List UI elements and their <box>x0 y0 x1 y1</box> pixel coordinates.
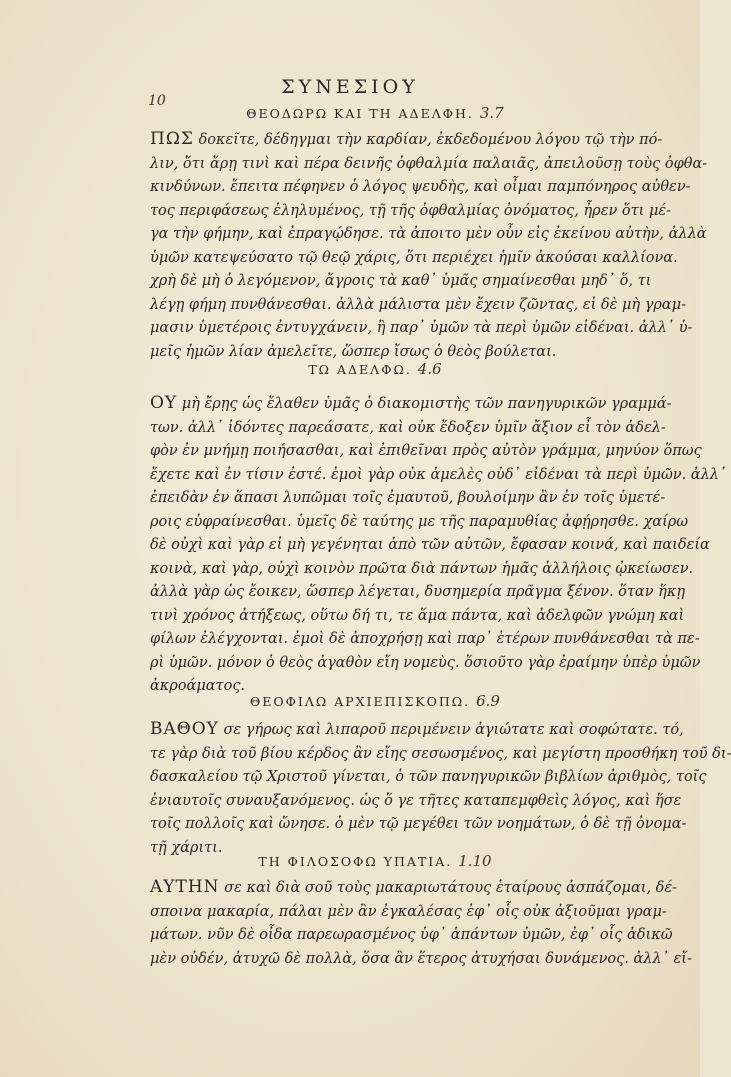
text-line: ΒΑΘΟΥ σε γήρως καὶ λιπαροῦ περιμένειν ἁγιώτατε καὶ σοφώτατε. τό, <box>150 719 684 739</box>
handwritten-mark: 3.7 <box>479 104 504 122</box>
text-line: φίλων ἐλέγχονται. ἐμοὶ δὲ ἀποχρήσῃ καὶ παρ᾽ ἑτέρων πυνθάνεσθαι τὰ πε- <box>150 631 700 647</box>
letter-body-theophilo <box>150 718 731 860</box>
letter-body-theodoro <box>150 128 708 364</box>
text-line: μάτων. νῦν δὲ οἶδα παρεωρασμένος ὑφ᾽ ἁπάντων ὑμῶν, ἐφ᾽ οἷς ἀδικῶ <box>150 927 673 943</box>
initial-word: ΒΑΘΟΥ <box>150 719 219 739</box>
heading-text: ΘΕΟΔΩΡΩ ΚΑΙ ΤΗ ΑΔΕΛΦΗ. <box>246 106 474 121</box>
heading-text: ΘΕΟΦΙΛΩ ΑΡΧΙΕΠΙΣΚΟΠΩ. <box>250 694 471 709</box>
heading-text: ΤΩ ΑΔΕΛΦΩ. <box>308 362 412 377</box>
text-line: ἀκροάματος. <box>150 678 246 694</box>
heading-text: ΤΗ ΦΙΛΟΣΟΦΩ ΥΠΑΤΙΑ. <box>258 854 453 869</box>
letter-body-adelpho <box>150 392 727 699</box>
initial-word: ΑΥΤΗΝ <box>150 877 220 897</box>
text-line: χρὴ δὲ μὴ ὁ λεγόμενον, ἄγροις τὰ καθ᾽ ὑμᾶς σημαίνεσθαι μηδ᾽ ὅ, τι <box>150 273 652 289</box>
handwritten-mark: 1.10 <box>458 852 492 870</box>
text-line: τινὶ χρόνος ἀτήξεως, οὕτω δή τι, τε ἅμα πάντα, καὶ ἀδελφῶν γνώμη καὶ <box>150 607 685 624</box>
text-line: δὲ οὐχὶ καὶ γὰρ εἰ μὴ γεγένηται ἀπὸ τῶν αὐτῶν, ἔφασαν κοινά, καὶ παιδεία <box>150 537 710 553</box>
page-number: 10 <box>148 93 166 109</box>
letter-heading-theodoro <box>150 104 600 122</box>
text-line: των. ἀλλ᾽ ἰδόντες παρεάσατε, καὶ οὐκ ἔδοξεν ὑμῖν ἄξιον εἶ τὸν ἀδελ- <box>150 419 666 436</box>
text-line: λέγῃ φήμη πυνθάνεσθαι. ἀλλὰ μάλιστα μὲν ἔχειν ζῶντας, εἰ δὲ μὴ γραμ- <box>150 296 687 313</box>
text-line: ὑμῶν κατεψεύσατο τῷ θεῷ χάρις, ὅτι περιέχει ἡμῖν ἀκούσαι καλλίονα. <box>150 249 678 266</box>
text-line: φὸν ἐν μνήμῃ ποιήσασθαι, καὶ ἐπιθεῖναι πρὸς αὐτὸν γράμμα, μηνύον ὅπως <box>150 443 702 459</box>
text-line: ΟΥ μὴ ἔρῃς ὡς ἔλαθεν ὑμᾶς ὁ διακομιστὴς τῶν πανηγυρικῶν γραμμά- <box>150 393 672 413</box>
letter-heading-theophilo <box>150 692 600 710</box>
text-line: ΠΩΣ δοκεῖτε, δέδηγμαι τὴν καρδίαν, ἐκδεδομένου λόγου τῷ τὴν πό- <box>150 129 663 149</box>
letter-heading-hypatia <box>150 852 600 870</box>
text-line: ἐνιαυτοῖς συναυξανόμενος. ὡς ὅ γε τῆτες καταπεμφθεὶς λόγος, καὶ ἥσε <box>150 792 682 809</box>
text-line: μεῖς ἡμῶν λίαν ἀμελεῖτε, ὥσπερ ἴσως ὁ θεὸς βούλεται. <box>150 343 557 360</box>
text-line: μασιν ὑμετέροις ἐντυγχάνειν, ἢ παρ᾽ ὑμῶν τὰ περὶ ὑμῶν εἰδέναι. ἀλλ᾽ ὑ- <box>150 320 693 336</box>
text-line: ἔχετε καὶ ἐν τίσιν ἐστέ. ἐμοὶ γὰρ οὐκ ἀμελὲς οὐδ᾽ εἰδέναι τὰ περὶ ὑμῶν. ἀλλ᾽ <box>150 466 727 483</box>
text-line: μὲν οὐδέν, ἀτυχῶ δὲ πολλὰ, ὅσα ἂν ἕτερος ἀτυχήσαι δυνάμενος. ἀλλ᾽ εἴ- <box>150 950 692 967</box>
handwritten-mark: 6.9 <box>476 692 500 710</box>
initial-word: ΠΩΣ <box>150 129 194 149</box>
initial-word: ΟΥ <box>150 393 178 413</box>
text-line: κινδύνων. ἔπειτα πέφηνεν ὁ λόγος ψευδὴς, καὶ οἶμαι παμπόνηρος αὐθεν- <box>150 179 691 195</box>
text-line: τῇ χάριτι. <box>150 839 223 856</box>
text-line: τος περιφάσεως ἐληλυμένος, τῇ τῆς ὀφθαλμίας ὀνόματος, ἦρεν ὅτι μέ- <box>150 202 672 219</box>
text-line: κοινὰ, καὶ γὰρ, οὐχὶ κοινὸν πρῶτα διὰ πάντων ἡμᾶς ἀλλήλοις ᾠκείωσεν. <box>150 560 694 577</box>
text-line: ρὶ ὑμῶν. μόνον ὁ θεὸς ἀγαθὸν εἴη νομεὺς. ὅσιοῦτο γὰρ ἐραίμην ὑπὲρ ὑμῶν <box>150 654 701 671</box>
handwritten-mark: 4.6 <box>417 360 442 378</box>
text-line: σποινα μακαρία, πάλαι μὲν ἂν ἐγκαλέσας ἐφ᾽ οἷς οὐκ ἀξιοῦμαι γραμ- <box>150 903 667 920</box>
text-line: γα τὴν φήμην, καὶ ἐπραγῴδησε. τὰ ἀποιτο μὲν οὖν εἰς ἐκείνου αὐτὴν, ἀλλὰ <box>150 226 707 242</box>
text-line: δασκαλείου τῷ Χριστοῦ γίνεται, ὁ τῶν πανηγυρικῶν βιβλίων ἀριθμὸς, τοῖς <box>150 769 707 785</box>
text-line: λιν, ὅτι ἄρῃ τινὶ καὶ πέρα δεινῆς ὀφθαλμία παλαιᾶς, ἀπειλοῦσῃ τοὺς ὀφθα- <box>150 155 708 172</box>
letter-body-hypatia <box>150 876 692 971</box>
running-head: ΣΥΝΕΣΙΟΥ <box>281 76 419 98</box>
text-line: ΑΥΤΗΝ σε καὶ διὰ σοῦ τοὺς μακαριωτάτους ἑταίρους ἀσπάζομαι, δέ- <box>150 877 678 897</box>
text-line: τε γὰρ διὰ τοῦ βίου κέρδος ἂν εἴης σεσωσμένος, καὶ μεγίστη προσθήκη τοῦ δι- <box>150 745 731 762</box>
text-line: τοῖς πολλοῖς καὶ ὤνησε. ὁ μὲν τῷ μεγέθει τῶν νοημάτων, ὁ δὲ τῇ ὀνομα- <box>150 816 687 832</box>
letter-heading-adelpho <box>150 360 600 378</box>
text-line: ροις εὐφραίνεσθαι. ὑμεῖς δὲ ταύτης με τῆς παραμυθίας ἀφῄρησθε. χαίρω <box>150 513 689 530</box>
text-line: ἐπειδὰν ἐν ἅπασι λυπῶμαι τοῖς ἐμαυτοῦ, βουλοίμην ἂν ἐν τοῖς ὑμετέ- <box>150 490 666 506</box>
text-line: ἀλλὰ γὰρ ὡς ἔοικεν, ὥσπερ λέγεται, δυσημερία πρᾶγμα ξένον. ὅταν ἥκῃ <box>150 584 686 600</box>
